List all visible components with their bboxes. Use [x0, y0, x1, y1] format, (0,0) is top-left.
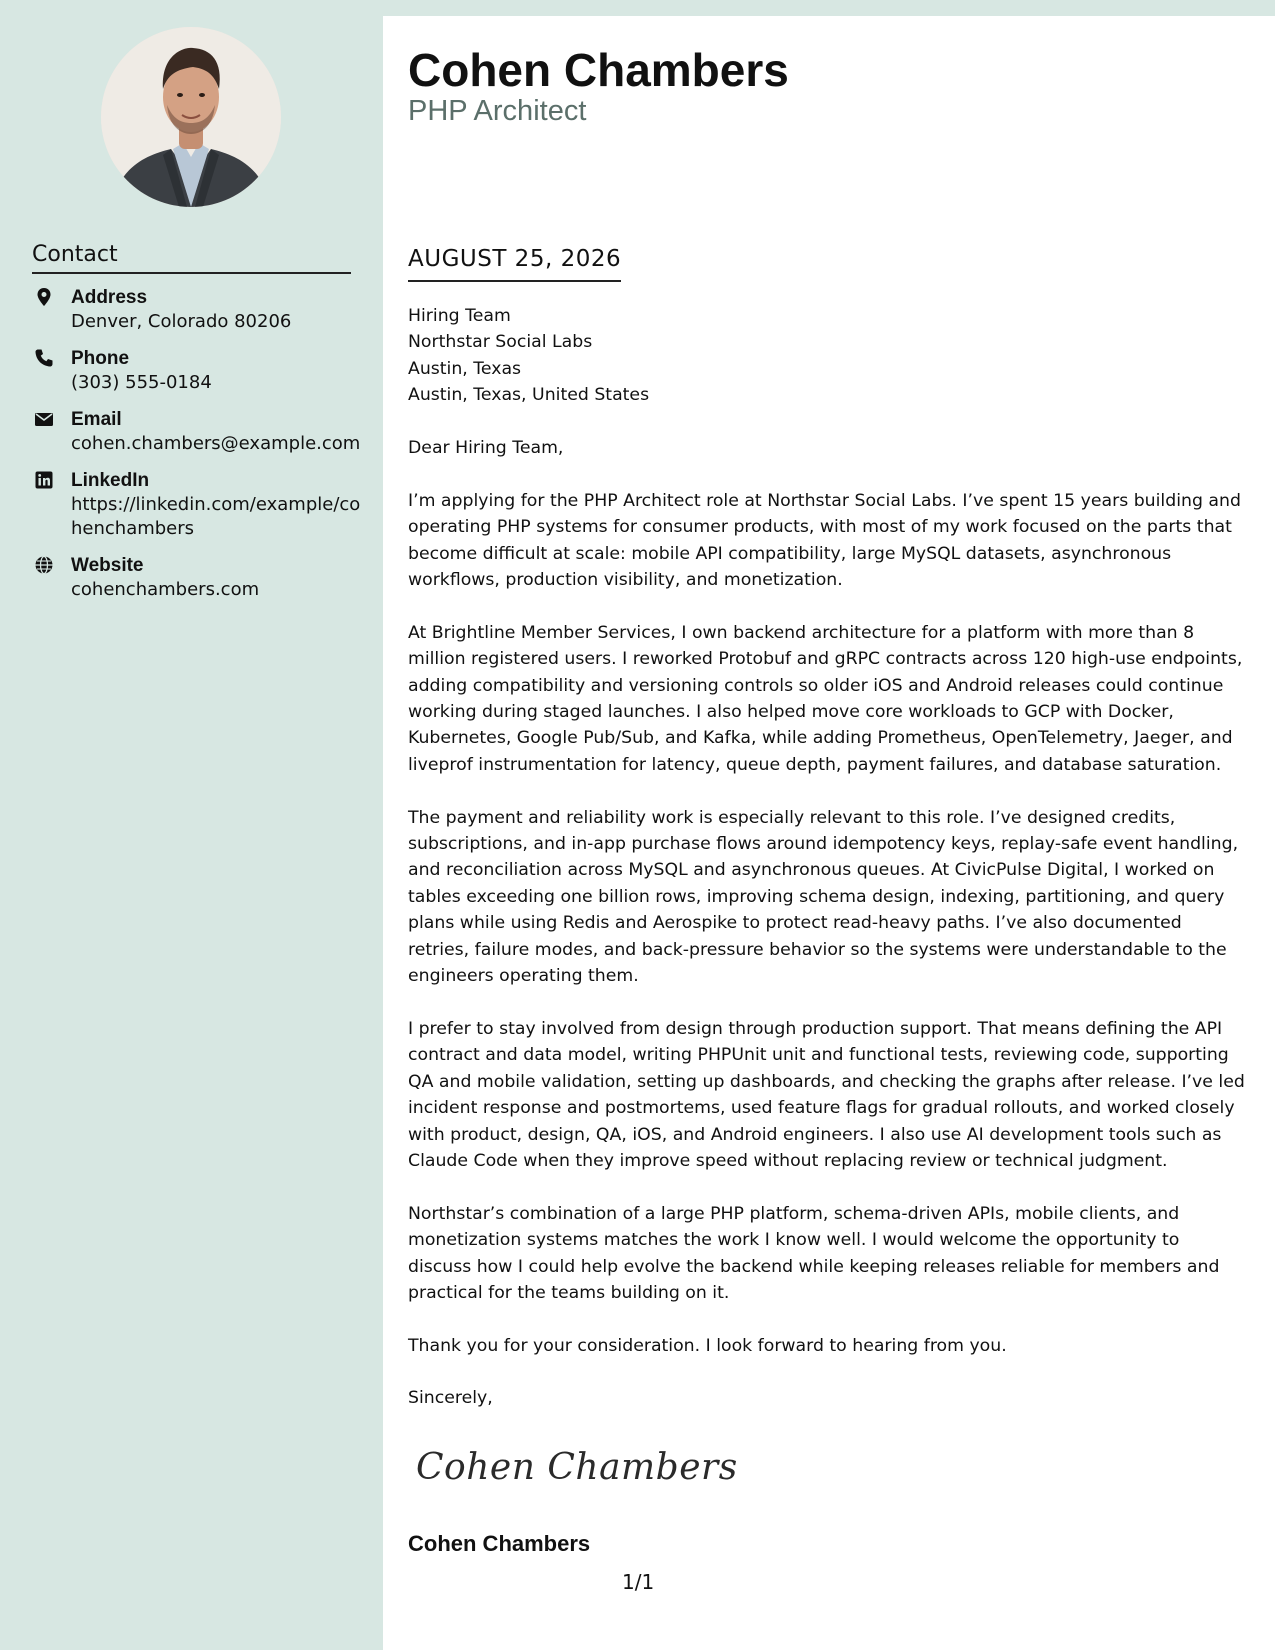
contact-website	[32, 553, 362, 602]
contact-list	[32, 285, 362, 614]
applicant-name: Cohen Chambers	[408, 44, 789, 96]
letter-paragraph: Thank you for your consideration. I look forward to hearing from you.	[408, 1335, 1007, 1356]
page-number: 1/1	[622, 1570, 655, 1594]
closing: Sincerely,	[408, 1388, 493, 1408]
contact-value: Denver, Colorado 80206	[71, 311, 292, 332]
letter-body	[408, 303, 1248, 1386]
contact-email	[32, 407, 362, 456]
envelope-icon	[34, 409, 54, 429]
linkedin-icon	[34, 470, 54, 490]
recipient-line: Hiring Team	[408, 306, 511, 326]
contact-label: Address	[71, 287, 148, 308]
recipient-block	[408, 303, 1248, 409]
contact-label: LinkedIn	[71, 470, 150, 491]
sidebar	[0, 0, 383, 1650]
letter-paragraph: At Brightline Member Services, I own backend architecture for a platform with more than 8 million registered users. I reworked Protobuf and gRPC contracts across 120 high-use endpoints, adding compatibility and versioning controls so older iOS and Android releases could continue working during staged launches. I also helped move core workloads to GCP with Docker, Kubernetes, Google Pub/Sub, and Kafka, while adding Prometheus, OpenTelemetry, Jaeger, and liveprof instrumentation for latency, queue depth, payment failures, and database saturation.	[408, 622, 1243, 775]
contact-value: (303) 555-0184	[71, 372, 212, 393]
job-title: PHP Architect	[408, 95, 587, 127]
contact-value: cohen.chambers@example.com	[71, 433, 361, 454]
contact-value: cohenchambers.com	[71, 579, 260, 600]
contact-label: Phone	[71, 348, 130, 369]
letter-paragraph: I prefer to stay involved from design through production support. That means defining the API contract and data model, writing PHPUnit unit and functional tests, reviewing code, supporting QA and mobile validation, setting up dashboards, and checking the graphs after release. I’ve led incident response and postmortems, used feature flags for gradual rollouts, and worked closely with product, design, QA, iOS, and Android engineers. I also use AI development tools such as Claude Code when they improve speed without replacing review or technical judgment.	[408, 1018, 1245, 1171]
globe-icon	[34, 555, 54, 575]
contact-linkedin	[32, 468, 362, 541]
profile-photo	[101, 27, 281, 207]
recipient-line: Austin, Texas, United States	[408, 385, 650, 406]
handwritten-signature: Cohen Chambers	[416, 1447, 738, 1488]
letter-paragraph: I’m applying for the PHP Architect role at Northstar Social Labs. I’ve spent 15 years building and operating PHP systems for consumer products, with most of my work focused on the parts that become difficult at scale: mobile API compatibility, large MySQL datasets, asynchronous workflows, production visibility, and monetization.	[408, 490, 1241, 591]
signer-name: Cohen Chambers	[408, 1531, 591, 1556]
letter-paragraph: Northstar’s combination of a large PHP platform, schema-driven APIs, mobile clients, and monetization systems matches the work I know well. I would welcome the opportunity to discuss how I could help evolve the backend while keeping releases reliable for members and practical for the teams building on it.	[408, 1203, 1220, 1303]
contact-phone	[32, 346, 362, 395]
salutation: Dear Hiring Team,	[408, 438, 564, 459]
letter-paragraph: The payment and reliability work is especially relevant to this role. I’ve designed credits, subscriptions, and in-app purchase flows around idempotency keys, replay-safe event handling, and reconciliation across MySQL and asynchronous queues. At CivicPulse Digital, I worked on tables exceeding one billion rows, improving schema design, indexing, partitioning, and query plans while using Redis and Aerospike to protect read-heavy paths. I’ve also documented retries, failure modes, and back-pressure behavior so the systems were understandable to the engineers operating them.	[408, 807, 1239, 987]
recipient-line: Northstar Social Labs	[408, 332, 593, 353]
contact-address	[32, 285, 362, 334]
contact-heading: Contact	[32, 240, 351, 274]
contact-label: Email	[71, 409, 122, 430]
recipient-line: Austin, Texas	[408, 358, 522, 379]
contact-label: Website	[71, 555, 144, 576]
phone-icon	[34, 348, 54, 368]
contact-value: https://linkedin.com/example/cohenchambers	[71, 494, 361, 539]
letter-date: AUGUST 25, 2026	[408, 244, 621, 282]
map-pin-icon	[34, 287, 54, 307]
